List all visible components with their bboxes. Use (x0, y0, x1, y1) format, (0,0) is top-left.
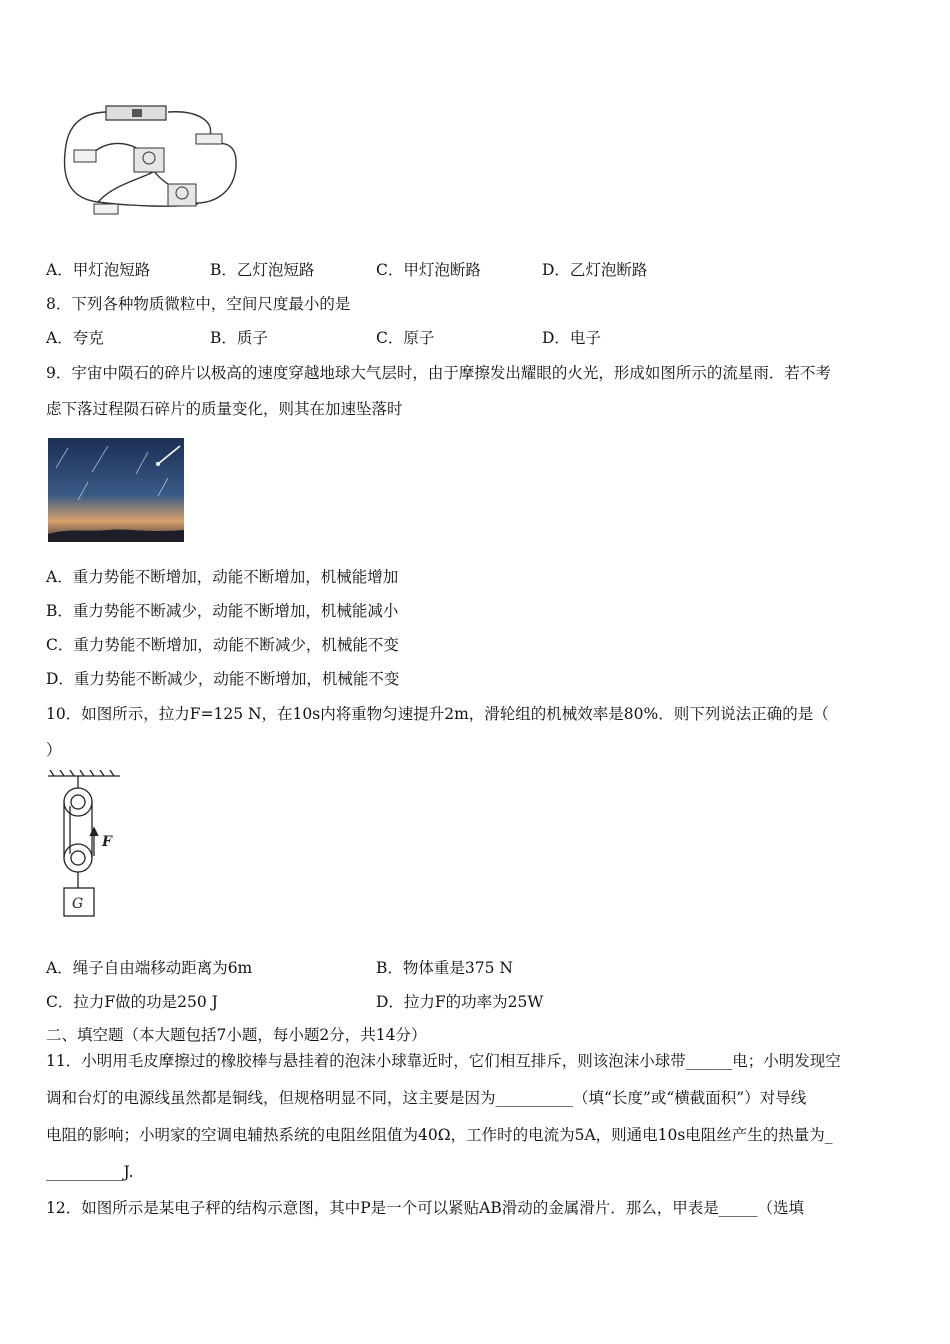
q9-stem-line2: 虑下落过程陨石碎片的质量变化，则其在加速坠落时 (46, 400, 403, 418)
q10-stem-line2: ） (46, 741, 62, 759)
q9-option-c: C．重力势能不断增加，动能不断减少，机械能不变 (46, 636, 399, 654)
q9-option-b: B．重力势能不断减少，动能不断增加，机械能减小 (46, 602, 399, 620)
q11-line1: 11．小明用毛皮摩擦过的橡胶棒与悬挂着的泡沫小球靠近时，它们相互排斥，则该泡沫小球带______电；小明发现空 (46, 1052, 841, 1070)
q11-line4: __________J. (46, 1163, 134, 1181)
movable-pulley-icon (64, 844, 92, 872)
q9-option-d: D．重力势能不断减少，动能不断增加，机械能不变 (46, 670, 400, 688)
q7-option-b: B．乙灯泡短路 (210, 261, 315, 279)
q8-option-a: A．夸克 (46, 329, 104, 347)
q10-option-c: C．拉力F做的功是250 J (46, 993, 218, 1011)
q8-option-c: C．原子 (376, 329, 435, 347)
q11-line3: 电阻的影响；小明家的空调电辅热系统的电阻丝阻值为40Ω，工作时的电流为5A，则通电10s电阻丝产生的热量为_ (46, 1126, 833, 1144)
q7-option-c: C．甲灯泡断路 (376, 261, 481, 279)
lamp-icon-1 (74, 150, 96, 162)
weight-label: G (72, 896, 84, 912)
q10-option-d: D．拉力F的功率为25W (376, 993, 544, 1011)
meteor-shower-image (48, 438, 184, 542)
q10-option-a: A．绳子自由端移动距离为6m (46, 959, 253, 977)
q10-stem-line1: 10．如图所示，拉力F=125 N，在10s内将重物匀速提升2m，滑轮组的机械效率是80%．则下列说法正确的是（ (46, 705, 829, 723)
lamp-icon-2 (94, 204, 118, 214)
circuit-diagram-figure (58, 100, 248, 220)
switch-icon (196, 134, 222, 144)
force-label: F (102, 834, 112, 850)
q12-line1: 12．如图所示是某电子秤的结构示意图，其中P是一个可以紧贴AB滑动的金属滑片．那么，甲表是_____（选填 (46, 1199, 804, 1217)
q7-option-a: A．甲灯泡短路 (46, 261, 151, 279)
q8-option-d: D．电子 (542, 329, 601, 347)
q8-stem: 8．下列各种物质微粒中，空间尺度最小的是 (46, 295, 351, 313)
pulley-system-figure (44, 770, 124, 922)
section2-title: 二、填空题（本大题包括7小题，每小题2分，共14分） (46, 1026, 427, 1044)
fixed-pulley-icon (64, 788, 92, 816)
q8-option-b: B．质子 (210, 329, 268, 347)
q9-option-a: A．重力势能不断增加，动能不断增加，机械能增加 (46, 568, 399, 586)
q7-option-d: D．乙灯泡断路 (542, 261, 648, 279)
q9-stem-line1: 9．宇宙中陨石的碎片以极高的速度穿越地球大气层时，由于摩擦发出耀眼的火光，形成如图所示的流星雨．若不考 (46, 364, 831, 382)
q10-option-b: B．物体重是375 N (376, 959, 513, 977)
q11-line2: 调和台灯的电源线虽然都是铜线，但规格明显不同，这主要是因为__________（填“长度”或“横截面积”）对导线 (46, 1089, 807, 1107)
